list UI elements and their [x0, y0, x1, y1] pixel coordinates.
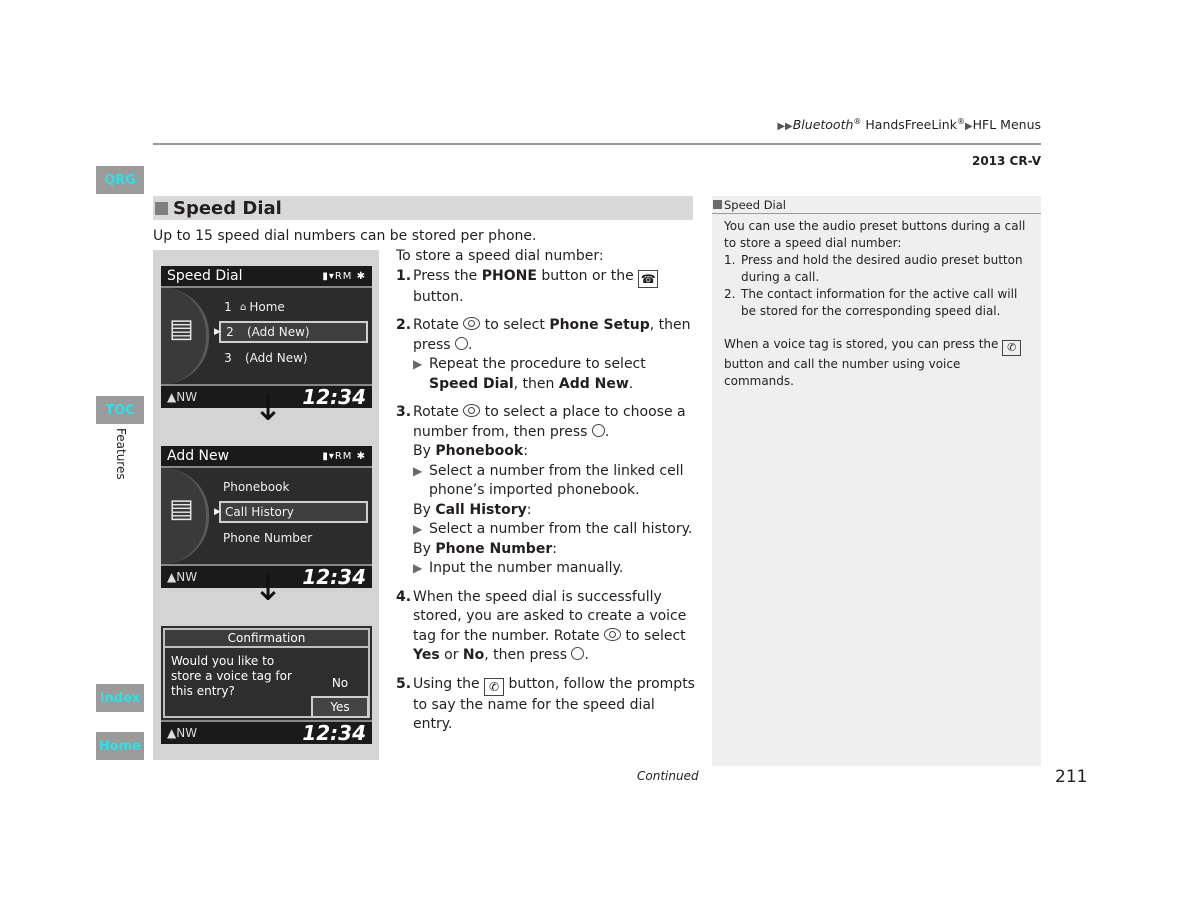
- section-side-label: Features: [114, 428, 128, 480]
- breadcrumb-bluetooth[interactable]: Bluetooth: [792, 117, 854, 133]
- speed-dial-item: 1 ⌂ Home: [224, 300, 285, 314]
- step-4: 4. When the speed dial is successfully stored, you are asked to create a voice tag for the number. Rotate to select Yes or No, then press .: [396, 588, 687, 663]
- section-heading: [153, 196, 693, 220]
- option-phonebook: By Phonebook:: [413, 443, 528, 459]
- note-heading: Speed Dial: [712, 196, 1041, 214]
- selection-marker-icon: ▶: [214, 327, 221, 337]
- screen-title: Speed Dial: [167, 268, 243, 284]
- model-label: 2013 CR-V: [971, 154, 1041, 168]
- press-dial-icon: [571, 647, 584, 660]
- index-tab[interactable]: Index: [96, 684, 144, 712]
- talk-button-icon: ✆: [484, 678, 504, 696]
- home-tab[interactable]: Home: [96, 732, 144, 760]
- compass-direction: ▲NW: [167, 726, 198, 740]
- steps-lead: To store a speed dial number:: [396, 248, 604, 264]
- arrow-bullet-icon: ▶: [413, 561, 423, 575]
- interface-dial-icon: [463, 317, 480, 330]
- step-3: 3. Rotate to select a place to choose a number from, then press . By Phonebook: ▶ Select a number from the linked cell phone’s imported phonebook. By Call History: ▶ Select a number from the call history. By Phone Number: ▶ Input the number manually.: [396, 403, 696, 579]
- registered-mark: ®: [956, 117, 965, 126]
- confirmation-title: Confirmation: [165, 630, 368, 648]
- add-new-item: Phonebook: [223, 480, 290, 494]
- option-no: No: [331, 676, 349, 690]
- compass-direction: ▲NW: [167, 570, 198, 584]
- status-icons: ▮▾RM ✱: [322, 450, 366, 462]
- down-arrow-icon: ↓: [253, 388, 284, 429]
- continued-label: Continued: [637, 769, 699, 783]
- speed-dial-screen: [161, 266, 372, 408]
- arrow-bullet-icon: ▶: [413, 463, 423, 478]
- clock: 12:34: [302, 721, 366, 745]
- add-new-item-selected: ▶ Call History: [219, 501, 368, 523]
- qrg-tab[interactable]: QRG: [96, 166, 144, 194]
- option-call-history-detail: ▶ Select a number from the call history.: [413, 520, 696, 540]
- header-divider: [153, 143, 1041, 145]
- option-yes-selected: Yes: [311, 696, 369, 718]
- add-new-item: Phone Number: [223, 531, 313, 545]
- breadcrumb-arrow-icon: ▶: [964, 121, 973, 133]
- breadcrumb-hfl-menus[interactable]: HFL Menus: [972, 117, 1041, 133]
- selection-marker-icon: ▶: [214, 507, 221, 517]
- press-dial-icon: [592, 424, 605, 437]
- section-intro: Up to 15 speed dial numbers can be stored per phone.: [153, 228, 537, 244]
- clock: 12:34: [302, 385, 366, 409]
- speed-dial-item: 3 (Add New): [224, 351, 308, 365]
- arrow-bullet-icon: ▶: [413, 522, 423, 536]
- talk-button-icon: ✆: [1002, 340, 1021, 356]
- interface-dial-icon: [463, 404, 480, 417]
- interface-dial-icon: [604, 628, 621, 641]
- compass-direction: ▲NW: [167, 390, 198, 404]
- heading-square-icon: [155, 202, 168, 215]
- step-1: 1. Press the PHONE button or the ☎ button.: [396, 267, 696, 308]
- add-new-screen: [161, 446, 372, 588]
- screen-illustrations: [153, 250, 379, 760]
- note-paragraph: You can use the audio preset buttons during a call to store a speed dial number:: [724, 219, 1026, 250]
- option-phone-number: By Phone Number:: [413, 540, 557, 557]
- confirmation-question: Would you like to store a voice tag for this entry?: [171, 654, 292, 698]
- step-2: 2. Rotate to select Phone Setup, then press . ▶ Repeat the procedure to select Speed Dial, then Add New.: [396, 316, 696, 394]
- option-phonebook-detail: ▶ Select a number from the linked cell phone’s imported phonebook.: [413, 462, 684, 498]
- registered-mark: ®: [853, 117, 862, 126]
- status-icons: ▮▾RM ✱: [322, 270, 366, 282]
- section-title: Speed Dial: [173, 197, 282, 219]
- clock: 12:34: [302, 565, 366, 589]
- note-list-item: 1. Press and hold the desired audio preset button during a call.: [724, 253, 1023, 284]
- home-icon: ⌂: [240, 301, 247, 313]
- instruction-steps: [396, 247, 696, 735]
- side-note: [712, 196, 1041, 766]
- arrow-bullet-icon: ▶: [413, 357, 423, 371]
- confirmation-screen: [161, 626, 372, 744]
- step-5: 5. Using the ✆ button, follow the prompts to say the name for the speed dial entry.: [396, 675, 695, 732]
- page-number: 211: [1055, 767, 1088, 787]
- step-2-substep: ▶ Repeat the procedure to select Speed Dial, then Add New.: [413, 356, 646, 392]
- press-dial-icon: [455, 337, 468, 350]
- option-phone-number-detail: ▶ Input the number manually.: [413, 559, 696, 579]
- down-arrow-icon: ↓: [253, 568, 284, 609]
- phone-button-icon: ☎: [638, 270, 658, 288]
- note-list-item: 2. The contact information for the active call will be stored for the corresponding speed dial.: [724, 287, 1018, 318]
- breadcrumb-handsfreelink[interactable]: HandsFreeLink: [861, 117, 957, 133]
- breadcrumb: [777, 117, 1041, 132]
- phone-graphic: ▤: [161, 288, 209, 384]
- option-call-history: By Call History:: [413, 501, 532, 518]
- note-marker-icon: [713, 200, 722, 209]
- toc-tab[interactable]: TOC: [96, 396, 144, 424]
- screen-title: Add New: [167, 448, 230, 464]
- breadcrumb-arrow-icon: ▶▶: [777, 121, 793, 133]
- speed-dial-item-selected: ▶ 2 (Add New): [219, 321, 368, 343]
- note-paragraph: When a voice tag is stored, you can press the ✆ button and call the number using voice commands.: [724, 336, 1029, 390]
- phone-graphic: ▤: [161, 468, 209, 564]
